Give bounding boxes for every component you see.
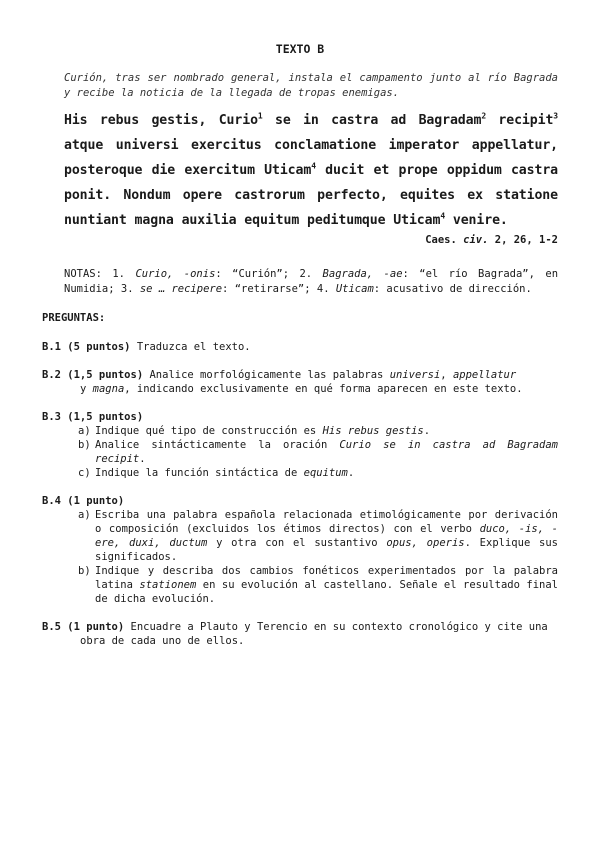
latin-segment: atque universi exercitus conclamatione imperator appellatur, posteroque die exercitum Uticam [64, 138, 558, 178]
citation-work: civ. [463, 234, 489, 246]
latin-term: His rebus gestis [322, 425, 424, 437]
note-def: : acusativo de dirección. [373, 283, 532, 295]
question-text: , [440, 369, 453, 381]
latin-text [64, 108, 558, 233]
page-title: TEXTO B [275, 42, 325, 56]
question-b5 [42, 620, 558, 648]
latin-term: opus, operis [386, 537, 465, 549]
footnote-ref: 3 [553, 111, 559, 121]
question-b4 [42, 494, 558, 606]
subquestion-letter: b) [78, 439, 91, 451]
question-text: Escriba una palabra española relacionada etimológicamente por derivación o composición (excluidos los étimos directos) con el verbo [95, 509, 558, 535]
question-text: . Explique sus significados. [95, 537, 558, 563]
subquestion-c [42, 466, 558, 480]
subquestion-letter: a) [78, 509, 91, 521]
question-text: Encuadre a Plauto y Terencio en su contexto cronológico y cite una obra de cada uno de ellos. [80, 621, 548, 647]
citation-ref: 2, 26, 1-2 [488, 234, 558, 246]
citation-author: Caes. [425, 234, 464, 246]
subquestion-letter: a) [78, 425, 91, 437]
question-b1 [42, 340, 558, 354]
question-text: Indique la función sintáctica de [95, 467, 304, 479]
footnote-ref: 4 [440, 211, 446, 221]
latin-term: duco, -is, -ere, duxi, ductum [95, 523, 558, 549]
subquestion-letter: c) [78, 467, 91, 479]
note-term: Bagrada, -ae [322, 268, 403, 280]
questions-heading: PREGUNTAS: [42, 312, 106, 324]
punctuation: . [347, 467, 355, 479]
question-b2 [42, 368, 558, 396]
latin-segment: se in castra ad Bagradam [262, 113, 482, 128]
question-head: B.1 (5 puntos) [42, 341, 131, 353]
latin-word: universi [389, 369, 441, 381]
question-text: , indicando exclusivamente en qué forma aparecen en este texto. [124, 383, 523, 395]
latin-word: magna [92, 383, 125, 395]
latin-segment: venire. [445, 213, 508, 228]
question-text: en su evolución al castellano. Señale el resultado final de dicha evolución. [95, 579, 558, 605]
subquestion-b [42, 438, 558, 466]
question-head: B.3 (1,5 puntos) [42, 411, 144, 423]
question-text: y [80, 383, 93, 395]
notes [64, 267, 558, 297]
question-head: B.4 (1 punto) [42, 495, 125, 507]
subquestion-letter: b) [78, 565, 91, 577]
latin-term: Curio se in castra ad Bagradam recipit [95, 439, 558, 465]
latin-segment: His rebus gestis, Curio [64, 113, 258, 128]
note-def: : “el río Bagrada”, en Numidia; 3. [64, 268, 559, 295]
citation [42, 233, 558, 247]
footnote-ref: 4 [311, 161, 316, 171]
question-text: Analice morfológicamente las palabras [143, 369, 390, 381]
question-text: Indique qué tipo de construcción es [95, 425, 323, 437]
punctuation: . [423, 425, 431, 437]
note-term: Curio, -onis [135, 268, 216, 280]
subquestion-a [42, 424, 558, 438]
latin-segment: recipit [486, 113, 554, 128]
question-b3 [42, 410, 558, 480]
punctuation: . [139, 453, 146, 465]
notes-lead: NOTAS: 1. [64, 268, 136, 280]
subquestion-b [42, 564, 558, 606]
question-text: Traduzca el texto. [130, 341, 251, 353]
note-def: : “retirarse”; 4. [222, 283, 336, 295]
footnote-ref: 2 [481, 111, 487, 121]
question-text: Indique y describa dos cambios fonéticos experimentados por la palabra latina [95, 565, 558, 591]
question-text: y otra con el sustantivo [207, 537, 387, 549]
question-head: B.2 (1,5 puntos) [42, 369, 144, 381]
question-head: B.5 (1 punto) [42, 621, 125, 633]
intro-summary: Curión, tras ser nombrado general, instala el campamento junto al río Bagrada y recibe la noticia de la llegada de tropas enemigas. [64, 72, 558, 99]
subquestion-a [42, 508, 558, 564]
note-term: Uticam [335, 283, 374, 295]
footnote-ref: 1 [257, 111, 263, 121]
question-text: Analice sintácticamente la oración [95, 439, 340, 451]
latin-segment: ducit et prope oppidum castra ponit. Nondum opere castrorum perfecto, equites ex statione nuntiant magna auxilia equitum peditumque Uticam [64, 163, 559, 228]
note-def: : “Curión”; 2. [215, 268, 323, 280]
note-term: se … recipere [139, 283, 223, 295]
latin-term: equitum [303, 467, 348, 479]
latin-word: appellatur [452, 369, 517, 381]
latin-term: stationem [139, 579, 197, 591]
